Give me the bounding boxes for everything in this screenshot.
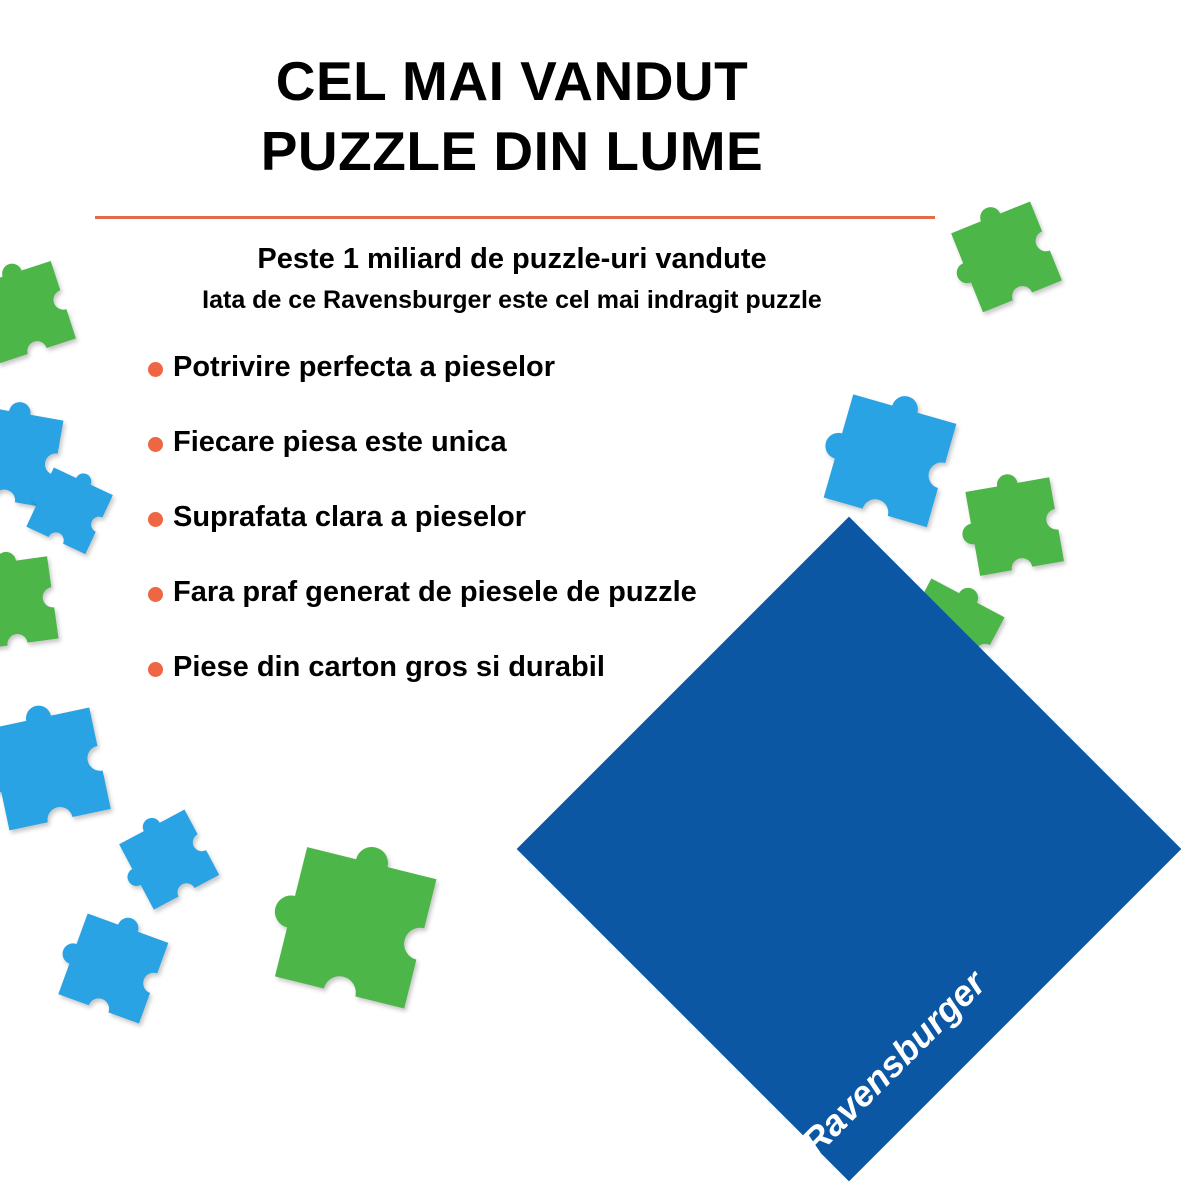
- feature-label: Fiecare piesa este unica: [173, 425, 507, 458]
- brand-name: Ravensburger: [793, 962, 994, 1163]
- title-line-2: PUZZLE DIN LUME: [260, 120, 764, 183]
- list-item: [148, 352, 964, 384]
- feature-label: Suprafata clara a pieselor: [173, 500, 526, 533]
- feature-label: Fara praf generat de piesele de puzzle: [173, 575, 697, 608]
- page-title: [0, 46, 1024, 187]
- bullet-dot-icon: [148, 512, 163, 527]
- feature-label: Piese din carton gros si durabil: [173, 650, 605, 683]
- brand-corner-banner: [664, 664, 1024, 1163]
- list-item: [148, 427, 964, 459]
- subtitle-primary: Peste 1 miliard de puzzle-uri vandute: [257, 243, 767, 275]
- bullet-dot-icon: [148, 662, 163, 677]
- bullet-dot-icon: [148, 362, 163, 377]
- subtitle-secondary: Iata de ce Ravensburger este cel mai indragit puzzle: [202, 286, 822, 314]
- title-line-1: CEL MAI VANDUT: [275, 50, 749, 112]
- title-divider: [95, 216, 935, 219]
- bullet-dot-icon: [148, 587, 163, 602]
- feature-label: Potrivire perfecta a pieselor: [173, 351, 555, 383]
- bullet-dot-icon: [148, 437, 163, 452]
